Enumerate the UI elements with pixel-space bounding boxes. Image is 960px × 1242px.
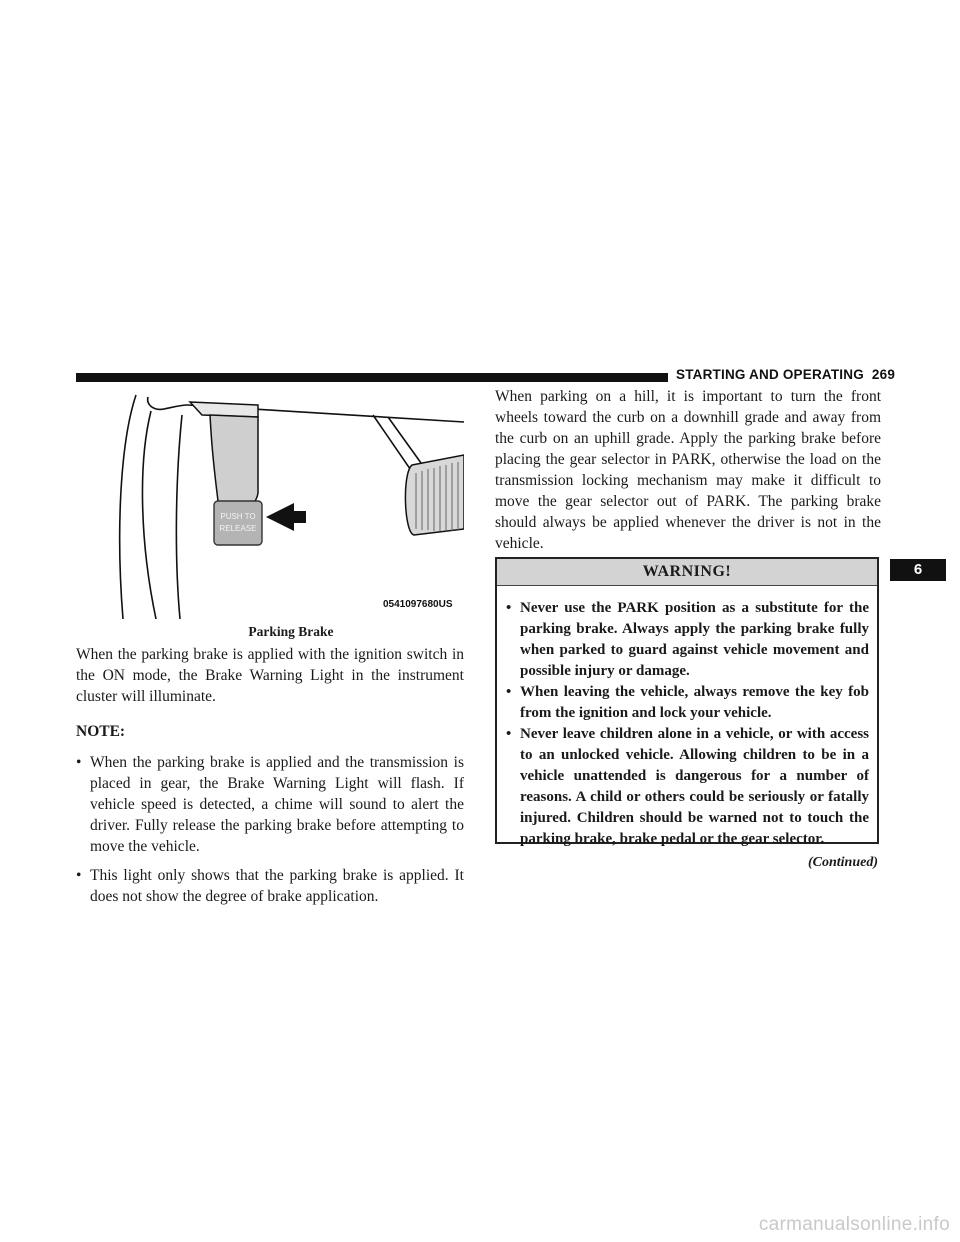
continued-label: (Continued) <box>807 855 878 870</box>
running-header <box>676 367 896 387</box>
bullet-icon: • <box>76 754 82 771</box>
bullet-icon: • <box>506 726 512 742</box>
hill-parking-paragraph: When parking on a hill, it is important to turn the front wheels toward the curb on a downhill grade and away from the curb on an uphill grade. Apply the parking brake before placing the gear selector in PARK, otherwise the load on the transmission locking mechanism may make it difficult to move the gear selector out of PARK. The parking brake should always be applied whenever the driver is not in the vehicle. <box>495 388 881 552</box>
figure-caption: Parking Brake <box>248 624 334 639</box>
parking-brake-illustration <box>118 393 464 619</box>
list-item: • Never use the PARK position as a substitute for the parking brake. Always apply the parking brake fully when parked to guard against vehicle movement and possible injury or damage. <box>506 600 869 679</box>
push-to-release-label-1: PUSH TO <box>220 512 256 521</box>
warning-box <box>495 557 879 847</box>
list-item: • This light only shows that the parking brake is applied. It does not show the degree of brake application. <box>76 867 464 905</box>
brake-pedal <box>405 455 464 535</box>
header-rule <box>76 373 668 382</box>
pointer-arrow-icon <box>266 503 306 531</box>
figure-code: 0541097680US <box>383 599 453 610</box>
dash-outline <box>120 395 136 619</box>
note-heading: NOTE: <box>76 723 126 740</box>
list-item: • Never leave children alone in a vehicle, or with access to an unlocked vehicle. Allowing children to be in a vehicle unattended is dangerous for a number of reasons. A child or others could be seriously or fatally injured. Children should be warned not to touch the parking brake, brake pedal or the gear selector. <box>506 726 869 847</box>
bullet-icon: • <box>506 600 512 616</box>
note-list <box>76 752 464 907</box>
left-column <box>76 644 464 915</box>
bullet-icon: • <box>506 684 512 700</box>
warning-list <box>506 598 869 850</box>
parking-brake-pedal <box>190 402 262 545</box>
list-item: • When the parking brake is applied and the transmission is placed in gear, the Brake Warning Light will flash. If vehicle speed is detected, a chime will sound to alert the driver. Fully release the parking brake before attempting to move the vehicle. <box>76 754 464 855</box>
watermark: carmanualsonline.info <box>758 1214 950 1235</box>
section-title: STARTING AND OPERATING <box>676 367 864 382</box>
intro-paragraph: When the parking brake is applied with the ignition switch in the ON mode, the Brake Warning Light in the instrument cluster will illuminate. <box>76 646 464 705</box>
list-item: • When leaving the vehicle, always remove the key fob from the ignition and lock your vehicle. <box>506 684 869 721</box>
right-column <box>495 386 881 554</box>
bullet-icon: • <box>76 867 82 884</box>
chapter-tab: 6 <box>890 559 946 581</box>
page-number: 269 <box>871 367 896 382</box>
push-to-release-label-2: RELEASE <box>219 524 257 533</box>
warning-title: WARNING! <box>497 559 877 586</box>
